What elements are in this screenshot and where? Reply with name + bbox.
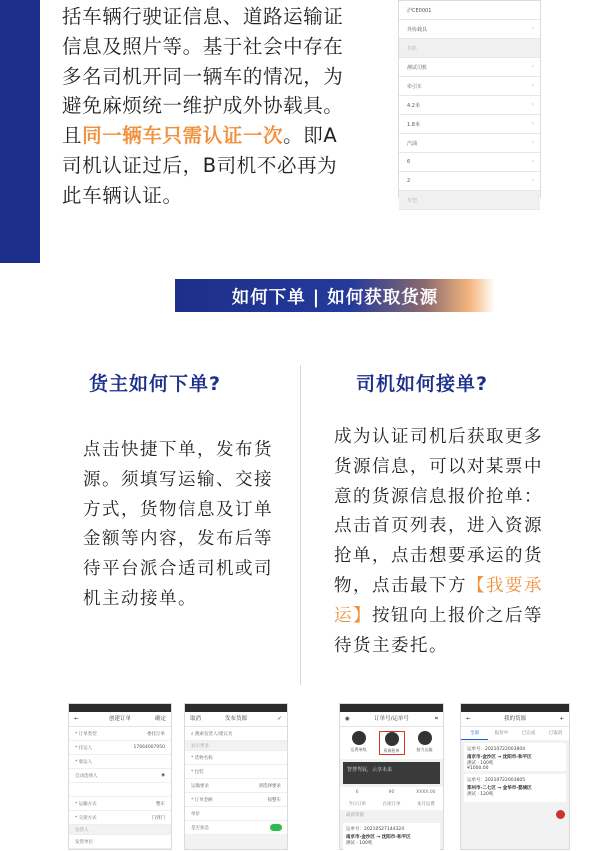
form-label: * 运输方式 xyxy=(75,802,97,807)
vehicle-auth-description xyxy=(62,2,362,211)
my-cargo-screenshot xyxy=(460,703,570,850)
user-icon[interactable]: ◉ xyxy=(345,716,350,722)
chevron-right-icon: › xyxy=(531,63,534,70)
form-label: 自动选择人 xyxy=(75,774,98,779)
quick-action-label: 资源抢单 xyxy=(383,748,400,753)
intro-line: 司机认证过后，B司机不必再为 xyxy=(62,153,338,177)
search-icon: ⌕ xyxy=(191,732,195,737)
order-id: 运单号：20210722003805 xyxy=(467,778,526,783)
user-icon[interactable]: ◉ xyxy=(161,773,165,778)
stat-value: XXXX.00 xyxy=(416,790,436,795)
promo-banner[interactable]: 智慧驾驭，云享未来 xyxy=(343,762,440,784)
form-value: 整车 xyxy=(156,802,165,807)
form-row[interactable] xyxy=(185,821,287,835)
screen-title: 创建订单 xyxy=(108,716,131,722)
form-label: * 托运人 xyxy=(75,746,93,751)
section-header: 发货人 xyxy=(69,825,171,835)
form-label: * 货物名称 xyxy=(191,756,213,761)
quick-action-grab-order[interactable] xyxy=(379,731,405,755)
form-label: 是否加急 xyxy=(191,826,209,831)
tab-completed[interactable]: 已完成 xyxy=(521,731,536,736)
form-label: * 包装 xyxy=(191,770,204,775)
grab-order-icon xyxy=(385,732,399,746)
vehicle-form-screenshot xyxy=(398,0,541,204)
form-value: 委托订单 xyxy=(147,732,165,737)
form-row[interactable] xyxy=(185,779,287,793)
stat-value: 6 xyxy=(355,790,359,795)
chevron-right-icon: › xyxy=(531,158,534,165)
form-row[interactable] xyxy=(399,153,540,172)
driver-highlight: 【我要承运】 xyxy=(334,575,543,626)
form-row[interactable] xyxy=(399,20,540,39)
intro-highlight: 同一辆车只需认证一次 xyxy=(82,124,284,148)
shipper-instructions: 点击快捷下单，发布货源。须填写运输、交接方式，货物信息及订单金额等内容，发布后等待平台派合适司机或司机主动接单。 xyxy=(83,440,273,609)
chevron-right-icon: › xyxy=(531,82,534,89)
form-row[interactable] xyxy=(69,755,171,769)
driver-text: 按钮向上报价之后等待货主委托。 xyxy=(334,605,543,656)
form-row[interactable] xyxy=(69,769,171,783)
order-route: 南京市-金沙区 → 沈阳市-和平区 xyxy=(346,835,411,840)
intro-line: 信息及照片等。基于社会中存在 xyxy=(62,34,344,58)
left-accent-bar xyxy=(0,0,40,263)
form-label: * 收运人 xyxy=(75,760,93,765)
shipper-section-title: 货主如何下单? xyxy=(89,373,222,395)
form-label: * 订单类型 xyxy=(75,732,97,737)
order-price: ¥1000.00 xyxy=(467,766,489,771)
form-row-value: 车队 xyxy=(407,46,418,52)
list-item[interactable] xyxy=(464,743,566,771)
status-bar xyxy=(461,704,569,712)
add-icon[interactable]: + xyxy=(559,716,564,722)
confirm-button[interactable]: 确定 xyxy=(154,716,166,722)
chevron-right-icon: › xyxy=(531,25,534,32)
form-row xyxy=(399,39,540,58)
check-icon[interactable]: ✓ xyxy=(277,716,282,722)
status-bar xyxy=(340,704,443,712)
intro-line: 此车辆认证。 xyxy=(62,183,183,207)
form-label: 发货单位 xyxy=(75,840,93,845)
quick-actions xyxy=(340,727,443,759)
urgent-toggle[interactable] xyxy=(270,824,282,831)
tab-quoting[interactable]: 报价中 xyxy=(494,731,509,736)
driver-home-screenshot xyxy=(339,703,444,850)
form-value: 17664007950 xyxy=(133,745,165,750)
list-title: 最新资源 xyxy=(340,810,443,820)
form-row[interactable] xyxy=(69,811,171,825)
form-row-value: 6 xyxy=(407,159,411,165)
publish-titlebar xyxy=(185,712,287,727)
intro-text: 。即A xyxy=(283,124,338,148)
list-item[interactable] xyxy=(343,823,440,851)
form-row-value: 车型 xyxy=(407,198,418,204)
back-arrow-icon[interactable]: ← xyxy=(74,716,79,722)
form-row[interactable] xyxy=(185,807,287,821)
form-label: * 订单金额 xyxy=(191,798,213,803)
stat-label: 在途订单 xyxy=(382,802,401,807)
stats-row xyxy=(340,787,443,798)
cancel-button[interactable]: 取消 xyxy=(190,716,202,722)
form-row[interactable] xyxy=(399,134,540,153)
freight-icon xyxy=(352,731,366,745)
status-bar xyxy=(69,704,171,712)
order-route: 南京市-金沙区 → 沈阳市-和平区 xyxy=(467,755,532,760)
search-placeholder: 搜索发货人/建议名 xyxy=(194,732,233,737)
form-row[interactable] xyxy=(399,77,540,96)
form-row-value: 牵引车 xyxy=(407,84,423,90)
stat-label: 本月运费 xyxy=(416,802,435,807)
section-banner xyxy=(175,279,495,312)
driver-section-title: 司机如何接单? xyxy=(356,373,489,395)
form-row[interactable] xyxy=(69,727,171,741)
quick-action-label: 接力运输 xyxy=(416,747,433,752)
chevron-right-icon: › xyxy=(531,139,534,146)
back-arrow-icon[interactable]: ← xyxy=(466,716,471,722)
form-row-value: 汽油 xyxy=(407,141,418,147)
form-label: * 交接方式 xyxy=(75,816,97,821)
form-row[interactable] xyxy=(185,793,287,807)
show-more-toggle[interactable]: 显示更多 xyxy=(185,741,287,751)
screen-title: 发布货源 xyxy=(224,716,247,722)
form-row[interactable] xyxy=(69,741,171,755)
chevron-right-icon: › xyxy=(531,177,534,184)
form-row-value: 4.2米 xyxy=(407,103,420,109)
stat-label: 今日订单 xyxy=(348,802,367,807)
order-id: 运单号：20210722003804 xyxy=(467,747,526,752)
chevron-right-icon: › xyxy=(531,101,534,108)
form-row[interactable] xyxy=(69,797,171,811)
form-row[interactable] xyxy=(69,783,171,797)
form-row[interactable] xyxy=(399,115,540,134)
tab-all[interactable]: 全部 xyxy=(461,727,488,740)
scan-icon[interactable]: ⌗ xyxy=(434,716,438,722)
stats-labels xyxy=(340,798,443,810)
screen-title: 我的货源 xyxy=(503,716,526,722)
search-placeholder: 订单号/运单号 xyxy=(374,716,409,722)
form-row[interactable] xyxy=(69,835,171,849)
form-row xyxy=(399,191,540,210)
form-row-value: 1.8米 xyxy=(407,122,420,128)
order-cargo: 测试 · 120吨 xyxy=(467,792,494,797)
status-bar xyxy=(185,704,287,712)
status-tabs xyxy=(461,727,569,740)
form-label: 单价 xyxy=(191,812,200,817)
order-cargo: 测试 · 100吨 xyxy=(467,761,494,766)
form-row-value: 2 xyxy=(407,178,411,184)
create-order-screenshot xyxy=(68,703,172,850)
floating-action-button[interactable] xyxy=(556,810,565,819)
chevron-right-icon: › xyxy=(531,120,534,127)
form-label: 运输要求 xyxy=(191,784,209,789)
tab-cancelled[interactable]: 已取消 xyxy=(548,731,563,736)
intro-line xyxy=(62,121,362,151)
order-route: 郑州市-二七区 → 金华市-婺城区 xyxy=(467,786,532,791)
intro-line: 括车辆行驶证信息、道路运输证 xyxy=(62,5,344,28)
quick-action-relay[interactable] xyxy=(412,731,438,755)
form-row[interactable] xyxy=(399,96,540,115)
driver-instructions xyxy=(334,423,549,661)
stat-value: 90 xyxy=(388,790,395,795)
form-row[interactable] xyxy=(399,1,540,20)
home-search-bar[interactable] xyxy=(340,712,443,727)
order-cargo: 测试 · 100吨 xyxy=(346,841,373,846)
form-row-value: 外协载具 xyxy=(407,27,428,33)
my-cargo-titlebar xyxy=(461,712,569,727)
quick-action-label: 运费单线 xyxy=(350,747,367,752)
banner-title: 如何下单 | 如何获取货源 xyxy=(231,288,439,308)
intro-text: 且 xyxy=(62,124,83,148)
form-value: 请选择要求 xyxy=(258,784,281,789)
list-item[interactable] xyxy=(464,774,566,802)
column-divider xyxy=(300,365,301,685)
order-id: 运单号：20210527144324 xyxy=(346,827,405,832)
intro-line: 避免麻烦统一维护成外协载具。 xyxy=(62,94,344,118)
form-row[interactable] xyxy=(399,172,540,191)
create-order-titlebar xyxy=(69,712,171,727)
driver-text: 成为认证司机后获取更多货源信息，可以对某票中意的货源信息报价抢单：点击首页列表，进入资源抢单，点击想要承运的货物，点击最下方 xyxy=(334,427,543,596)
form-value: 按整车 xyxy=(267,798,281,803)
form-value: 门到门 xyxy=(151,816,165,821)
quick-action-freight[interactable] xyxy=(346,731,372,755)
form-row[interactable] xyxy=(185,751,287,765)
intro-line: 多名司机开同一辆车的情况，为 xyxy=(62,64,344,88)
form-row-value: 沪CE0001 xyxy=(407,8,432,14)
publish-cargo-screenshot xyxy=(184,703,288,850)
form-row[interactable] xyxy=(399,58,540,77)
relay-icon xyxy=(418,731,432,745)
form-row-value: 测试司机 xyxy=(407,65,428,71)
form-row[interactable] xyxy=(185,765,287,779)
search-input[interactable] xyxy=(185,727,287,741)
